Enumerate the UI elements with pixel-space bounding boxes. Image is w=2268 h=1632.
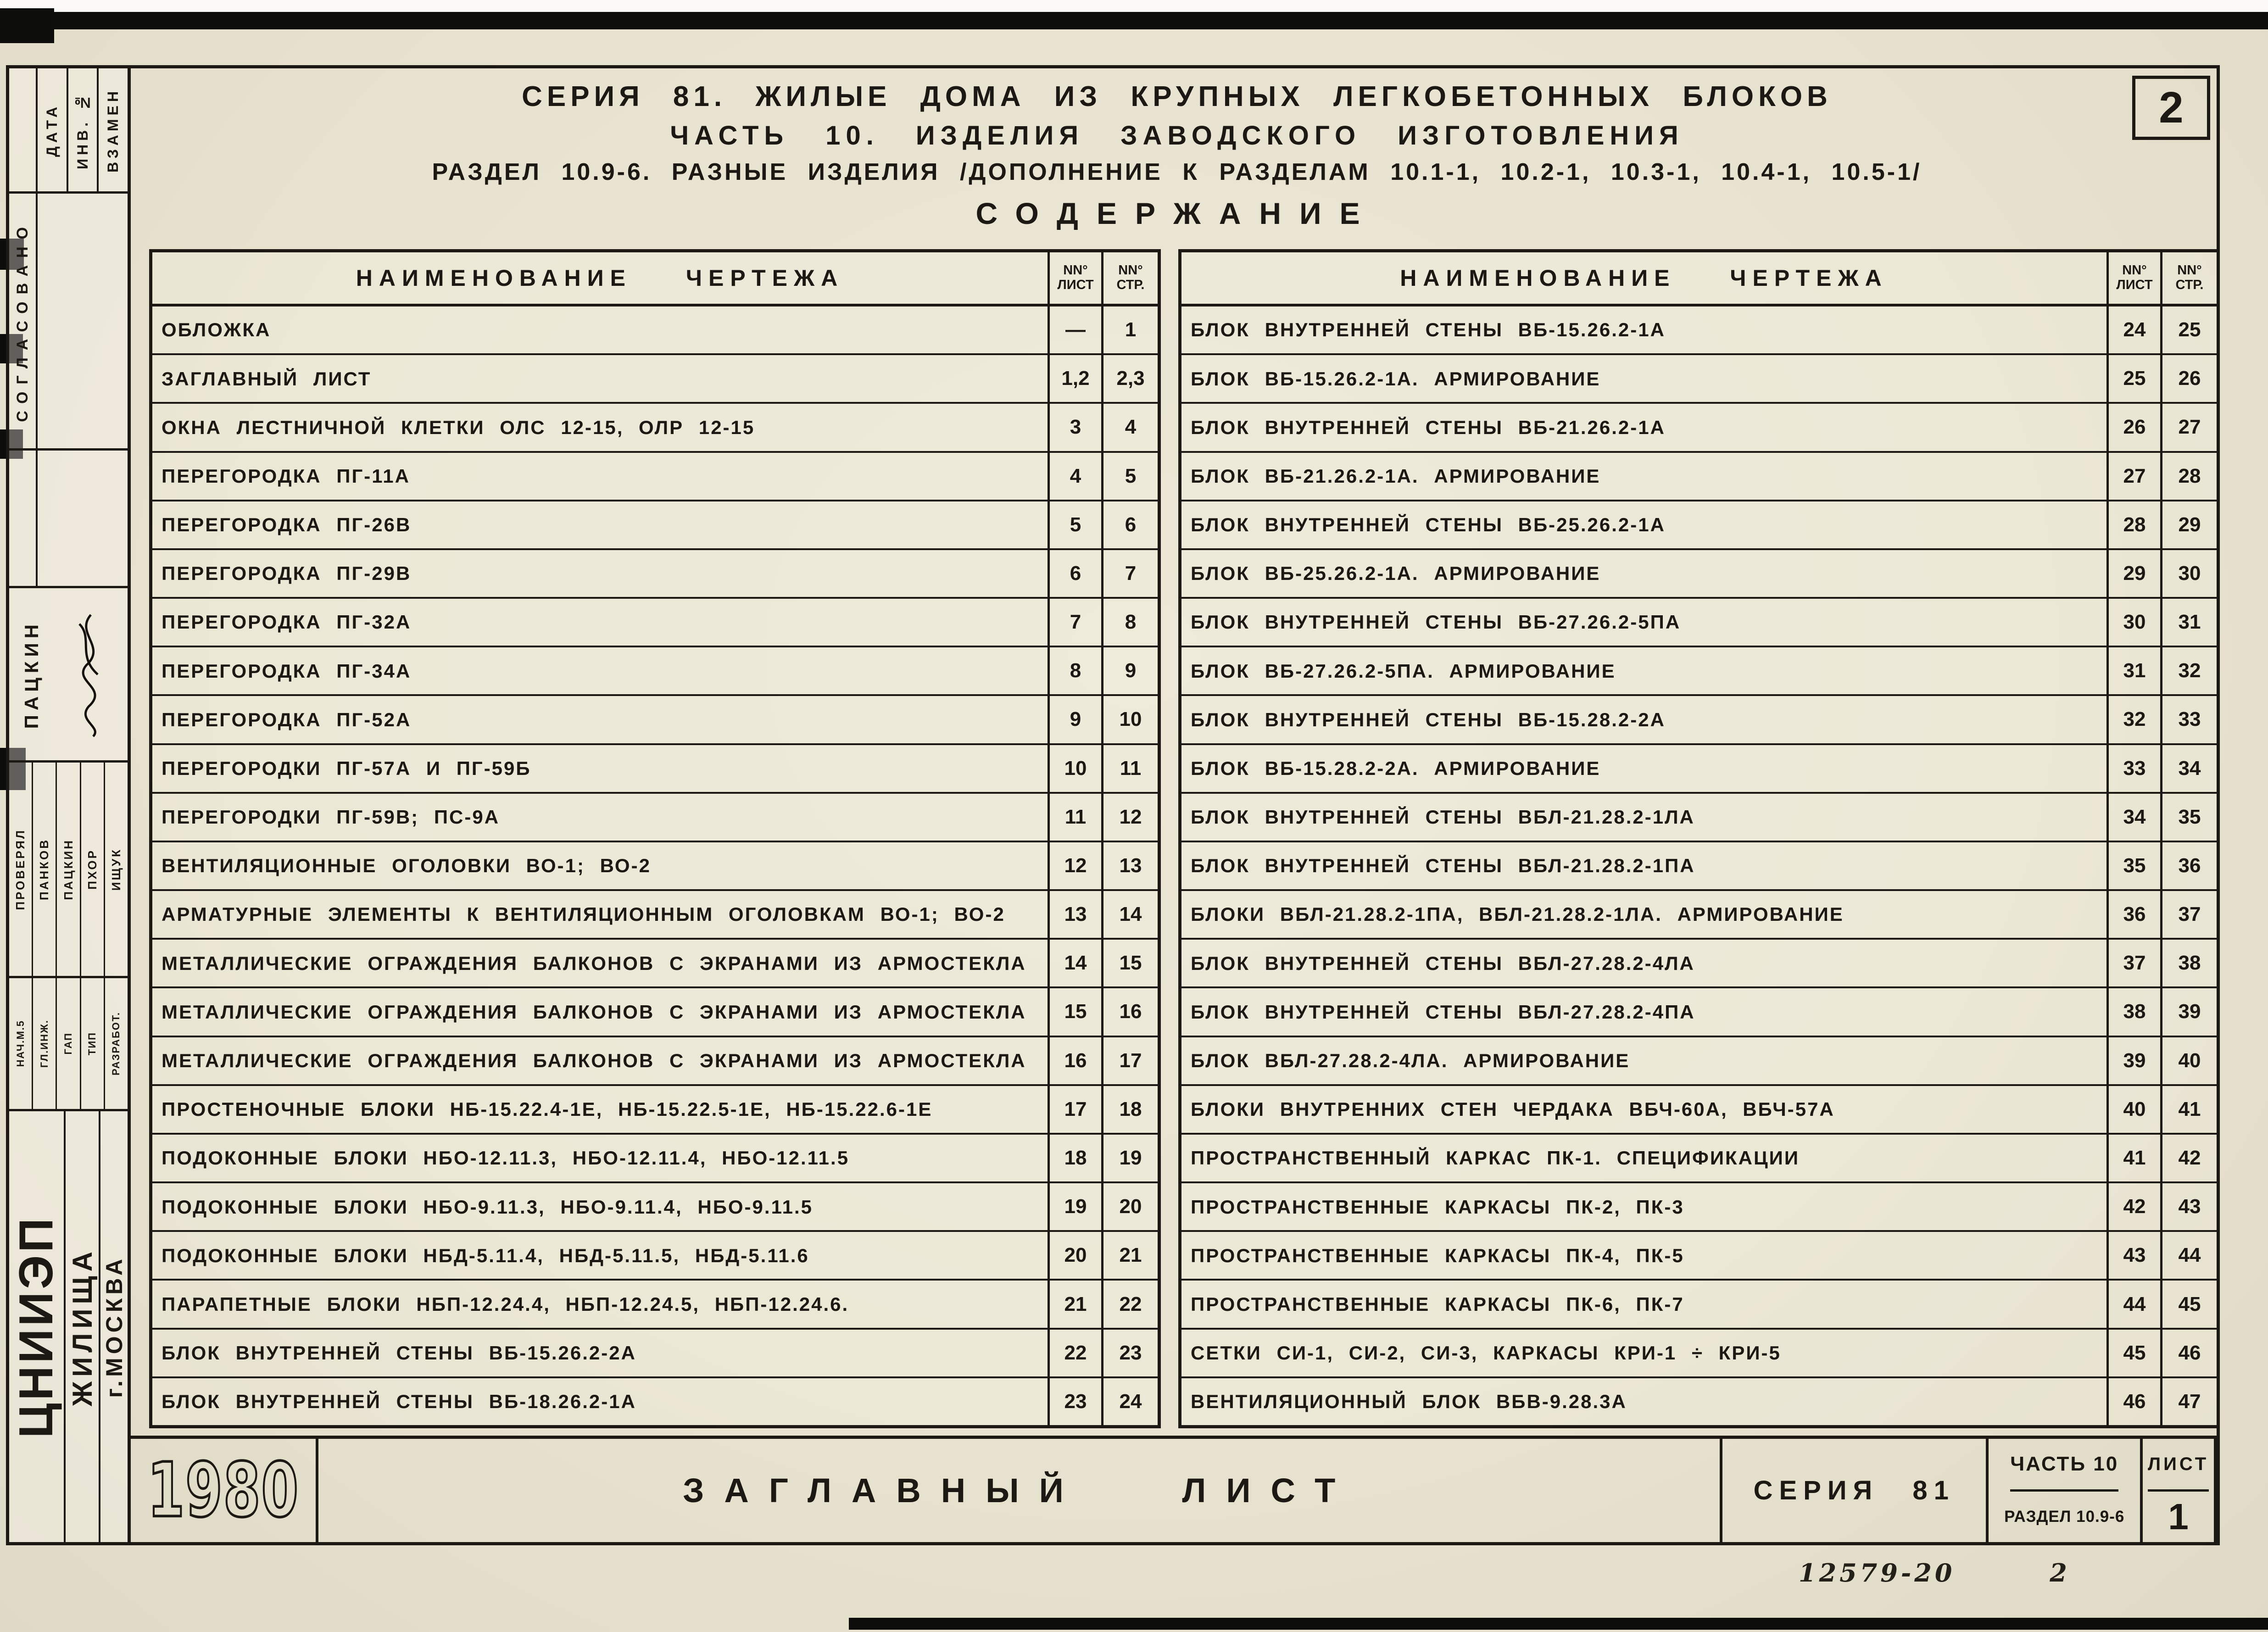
org-city: г.МОСКВА — [101, 1255, 127, 1398]
role-label: ГАП — [62, 1032, 74, 1055]
table-row — [152, 1230, 1158, 1279]
page-number: 39 — [2160, 988, 2217, 1035]
sheet-number: 40 — [2106, 1086, 2160, 1133]
stamp-label-inv: ИНВ. № — [74, 90, 91, 169]
page-number: 24 — [1101, 1378, 1158, 1425]
sheet-number-cell — [2143, 1439, 2217, 1542]
page-number: 29 — [2160, 501, 2217, 548]
sheet-header — [131, 68, 2223, 248]
sheet-number: 36 — [2106, 891, 2160, 938]
table-row — [152, 841, 1158, 889]
page-number: 6 — [1101, 501, 1158, 548]
contents-title: СОДЕРЖАНИЕ — [975, 196, 1378, 230]
header-section-line: РАЗДЕЛ 10.9-6. РАЗНЫЕ ИЗДЕЛИЯ /ДОПОЛНЕНИЕ К РАЗДЕЛАМ 10.1-1, 10.2-1, 10.3-1, 10.4-1, 10.5-1/ — [432, 159, 1922, 185]
sheet-number: 33 — [2106, 745, 2160, 792]
sheet-number: 22 — [1048, 1330, 1101, 1376]
table-row — [1181, 841, 2217, 889]
drawing-name: ПОДОКОННЫЕ БЛОКИ НБД-5.11.4, НБД-5.11.5, НБД-5.11.6 — [162, 1244, 809, 1266]
signer-cell — [9, 763, 33, 976]
page-number: 13 — [1101, 842, 1158, 889]
stamp-top-section — [9, 68, 128, 191]
table-row — [152, 353, 1158, 402]
drawing-name: БЛОК ВНУТРЕННЕЙ СТЕНЫ ВБ-25.26.2-1А — [1191, 514, 1666, 536]
stamp-label-data: ДАТА — [43, 103, 60, 157]
contents-table-left — [149, 249, 1161, 1428]
sheet-title-cell — [318, 1439, 1722, 1542]
role-cell — [9, 978, 33, 1109]
column-header-name: НАИМЕНОВАНИЕ ЧЕРТЕЖА — [356, 265, 844, 291]
drawing-name: БЛОК ВБ-15.26.2-1А. АРМИРОВАНИЕ — [1191, 368, 1601, 390]
page-number: 16 — [1101, 988, 1158, 1035]
page-number: 25 — [2160, 306, 2217, 353]
sheet-number: 38 — [2106, 988, 2160, 1035]
sheet-number: 16 — [1048, 1037, 1101, 1084]
sheet-number: 24 — [2106, 306, 2160, 353]
stamp-cell-vzamen — [99, 68, 128, 191]
table-row — [152, 548, 1158, 597]
scan-edge-white — [0, 0, 2268, 12]
drawing-name: БЛОК ВНУТРЕННЕЙ СТЕНЫ ВБ-15.26.2-1А — [1191, 319, 1666, 341]
drawing-name: БЛОК ВБЛ-27.28.2-4ЛА. АРМИРОВАНИЕ — [1191, 1049, 1630, 1071]
table-row — [152, 792, 1158, 841]
blank-strip — [9, 451, 38, 586]
table-row — [152, 1181, 1158, 1230]
sheet-number: 20 — [1048, 1232, 1101, 1279]
sheet-number: 30 — [2106, 599, 2160, 646]
sheet-number: 23 — [1048, 1378, 1101, 1425]
year-cell — [131, 1439, 318, 1542]
header-part-line: ЧАСТЬ 10. ИЗДЕЛИЯ ЗАВОДСКОГО ИЗГОТОВЛЕНИЯ — [670, 121, 1684, 150]
stamp-signers-section — [9, 760, 128, 976]
sheet-number: 28 — [2106, 501, 2160, 548]
sheet-label: ЛИСТ — [2148, 1439, 2209, 1492]
signer-name: ИЩУК — [109, 847, 123, 891]
scan-mark — [0, 8, 54, 43]
table-header-row — [152, 252, 1158, 306]
sheet-number: 42 — [2106, 1183, 2160, 1230]
table-row — [152, 597, 1158, 646]
drawing-name: ПЕРЕГОРОДКИ ПГ-59В; ПС-9А — [162, 806, 500, 828]
table-row — [1181, 306, 2217, 353]
page-number: 17 — [1101, 1037, 1158, 1084]
page-number: 41 — [2160, 1086, 2217, 1133]
signer-name: ПАЦКИН — [61, 838, 75, 900]
page-number: 34 — [2160, 745, 2217, 792]
drawing-name: ПЕРЕГОРОДКА ПГ-32А — [162, 611, 412, 633]
page-number: 46 — [2160, 1330, 2217, 1376]
drawing-name: ОБЛОЖКА — [162, 319, 271, 341]
table-row — [1181, 792, 2217, 841]
table-row — [152, 1328, 1158, 1376]
sheet-number: 43 — [2106, 1232, 2160, 1279]
sheet-header-top: NN° — [2122, 263, 2147, 278]
drawing-name: ПОДОКОННЫЕ БЛОКИ НБО-9.11.3, НБО-9.11.4, НБО-9.11.5 — [162, 1196, 813, 1218]
page-number: 45 — [2160, 1281, 2217, 1327]
stamp-org-section — [9, 1109, 128, 1542]
table-row — [1181, 1230, 2217, 1279]
sheet-number: 9 — [1048, 696, 1101, 743]
drawing-name: ВЕНТИЛЯЦИОННЫЙ БЛОК ВБВ-9.28.3А — [1191, 1391, 1627, 1413]
agreed-strip — [9, 194, 38, 448]
table-row — [152, 1036, 1158, 1084]
stamp-column — [9, 68, 131, 1542]
sheet-number: 19 — [1048, 1183, 1101, 1230]
drawing-name: БЛОК ВНУТРЕННЕЙ СТЕНЫ ВБ-15.28.2-2А — [1191, 708, 1666, 730]
drawing-name: СЕТКИ СИ-1, СИ-2, СИ-3, КАРКАСЫ КРИ-1 ÷ КРИ-5 — [1191, 1342, 1781, 1364]
sheet-number: 6 — [1048, 550, 1101, 597]
drawing-name: БЛОК ВБ-27.26.2-5ПА. АРМИРОВАНИЕ — [1191, 660, 1616, 682]
sheet-number: 5 — [1048, 501, 1101, 548]
signer-cell — [33, 763, 57, 976]
table-row — [152, 402, 1158, 451]
page-number: 22 — [1101, 1281, 1158, 1327]
page-number: 44 — [2160, 1232, 2217, 1279]
drawing-name: ОКНА ЛЕСТНИЧНОЙ КЛЕТКИ ОЛС 12-15, ОЛР 12-15 — [162, 416, 755, 438]
table-row — [152, 500, 1158, 548]
page-number: 37 — [2160, 891, 2217, 938]
page-number: 20 — [1101, 1183, 1158, 1230]
page-header-top: NN° — [1118, 263, 1143, 278]
role-cell — [57, 978, 81, 1109]
table-row — [1181, 451, 2217, 500]
signer-name: ПХОР — [85, 849, 99, 890]
drawing-name: ПРОСТРАНСТВЕННЫЕ КАРКАСЫ ПК-4, ПК-5 — [1191, 1244, 1684, 1266]
sheet-number: 15 — [1048, 988, 1101, 1035]
table-row — [1181, 646, 2217, 694]
page-header-top: NN° — [2177, 263, 2202, 278]
sheet-number: 11 — [1048, 794, 1101, 841]
sheet-number: 34 — [2106, 794, 2160, 841]
sheet-header-bottom: ЛИСТ — [2116, 278, 2153, 292]
role-label: РАЗРАБОТ. — [110, 1011, 122, 1076]
column-header-sheet — [1048, 252, 1101, 304]
sheet-number: 37 — [2106, 940, 2160, 986]
page-number: 11 — [1101, 745, 1158, 792]
drawing-name: БЛОК ВБ-25.26.2-1А. АРМИРОВАНИЕ — [1191, 563, 1601, 585]
drawing-name: ПРОСТРАНСТВЕННЫЙ КАРКАС ПК-1. СПЕЦИФИКАЦИИ — [1191, 1147, 1800, 1169]
page-number: 12 — [1101, 794, 1158, 841]
column-header-page — [2160, 252, 2217, 304]
page-number: 28 — [2160, 453, 2217, 500]
table-body-right — [1181, 306, 2217, 1425]
page-number: 32 — [2160, 647, 2217, 694]
page-number: 18 — [1101, 1086, 1158, 1133]
page-number: 10 — [1101, 696, 1158, 743]
page-number: 15 — [1101, 940, 1158, 986]
sheet-title: ЗАГЛАВНЫЙ ЛИСТ — [683, 1471, 1356, 1509]
table-row — [1181, 1084, 2217, 1133]
sheet-number: 10 — [1048, 745, 1101, 792]
table-row — [1181, 548, 2217, 597]
page-header-bottom: СТР. — [2175, 278, 2204, 292]
drawing-name: БЛОК ВНУТРЕННЕЙ СТЕНЫ ВБ-18.26.2-1А — [162, 1391, 636, 1413]
page-number: 33 — [2160, 696, 2217, 743]
sheet-number: 14 — [1048, 940, 1101, 986]
sheet-number: 25 — [2106, 355, 2160, 402]
drawing-name: БЛОКИ ВНУТРЕННИХ СТЕН ЧЕРДАКА ВБЧ-60А, ВБЧ-57А — [1191, 1098, 1835, 1120]
table-row — [1181, 597, 2217, 646]
page-number: 36 — [2160, 842, 2217, 889]
role-label: ТИП — [86, 1031, 98, 1056]
table-row — [152, 986, 1158, 1035]
drawing-name: МЕТАЛЛИЧЕСКИЕ ОГРАЖДЕНИЯ БАЛКОНОВ С ЭКРАНАМИ ИЗ АРМОСТЕКЛА — [162, 1001, 1026, 1023]
sheet-number: 39 — [2106, 1037, 2160, 1084]
sheet-number: 35 — [2106, 842, 2160, 889]
page-number: 40 — [2160, 1037, 2217, 1084]
table-row — [152, 306, 1158, 353]
table-row — [152, 694, 1158, 743]
drawing-name: ЗАГЛАВНЫЙ ЛИСТ — [162, 368, 372, 390]
table-row — [1181, 743, 2217, 792]
table-row — [152, 1279, 1158, 1327]
page-number: 5 — [1101, 453, 1158, 500]
table-row — [1181, 986, 2217, 1035]
org-name: ЦНИИЭП — [10, 1215, 63, 1438]
drawing-name: ПОДОКОННЫЕ БЛОКИ НБО-12.11.3, НБО-12.11.4, НБО-12.11.5 — [162, 1147, 850, 1169]
sheet-number: — — [1048, 306, 1101, 353]
page-number: 38 — [2160, 940, 2217, 986]
stamp-margin-strip — [9, 68, 38, 191]
drawing-name: БЛОК ВНУТРЕННЕЙ СТЕНЫ ВБЛ-21.28.2-1ПА — [1191, 855, 1695, 877]
signer-name: ПАНКОВ — [37, 838, 51, 901]
agreed-label: СОГЛАСОВАНО — [13, 220, 31, 422]
header-series-line: СЕРИЯ 81. ЖИЛЫЕ ДОМА ИЗ КРУПНЫХ ЛЕГКОБЕТОННЫХ БЛОКОВ — [522, 81, 1832, 112]
role-label: ГЛ.ИНЖ. — [38, 1019, 50, 1068]
page-number: 26 — [2160, 355, 2217, 402]
page-number: 19 — [1101, 1135, 1158, 1181]
table-row — [1181, 694, 2217, 743]
table-row — [152, 1133, 1158, 1181]
page-number: 30 — [2160, 550, 2217, 597]
sheet-header-top: NN° — [1063, 263, 1088, 278]
approver-name: ПАЦКИН — [21, 619, 42, 729]
sheet-number: 44 — [2106, 1281, 2160, 1327]
org-dept: ЖИЛИЩА — [67, 1247, 98, 1407]
drawing-name: ПЕРЕГОРОДКИ ПГ-57А И ПГ-59Б — [162, 757, 531, 779]
column-header-page — [1101, 252, 1158, 304]
table-row — [152, 938, 1158, 986]
sheet-number: 12 — [1048, 842, 1101, 889]
org-name-cell — [9, 1111, 66, 1542]
drawing-name: БЛОКИ ВБЛ-21.28.2-1ПА, ВБЛ-21.28.2-1ЛА. АРМИРОВАНИЕ — [1191, 903, 1844, 925]
sheet-number: 8 — [1048, 647, 1101, 694]
table-row — [1181, 353, 2217, 402]
column-header-sheet — [2106, 252, 2160, 304]
sheet-header-bottom: ЛИСТ — [1057, 278, 1094, 292]
drawing-name: ПРОСТРАНСТВЕННЫЕ КАРКАСЫ ПК-6, ПК-7 — [1191, 1293, 1684, 1315]
stamp-agreed-section — [9, 191, 128, 448]
signature-mark — [66, 606, 116, 743]
scan-edge-bar — [0, 12, 2268, 29]
page-number: 9 — [1101, 647, 1158, 694]
page-number: 14 — [1101, 891, 1158, 938]
part-label: ЧАСТЬ 10 — [2010, 1439, 2118, 1492]
page-number: 1 — [1101, 306, 1158, 353]
drawing-name: АРМАТУРНЫЕ ЭЛЕМЕНТЫ К ВЕНТИЛЯЦИОННЫМ ОГОЛОВКАМ ВО-1; ВО-2 — [162, 903, 1005, 925]
role-cell — [33, 978, 57, 1109]
section-label: РАЗДЕЛ 10.9-6 — [2004, 1508, 2125, 1526]
sheet-number: 26 — [2106, 404, 2160, 451]
sheet-number: 1,2 — [1048, 355, 1101, 402]
page-number-box — [2132, 76, 2210, 140]
table-body-left — [152, 306, 1158, 1425]
drawing-name: ПЕРЕГОРОДКА ПГ-34А — [162, 660, 412, 682]
table-row — [1181, 500, 2217, 548]
signer-name: ПРОВЕРЯЛ — [13, 828, 28, 910]
sheet-number: 4 — [1048, 453, 1101, 500]
sheet-number: 3 — [1048, 404, 1101, 451]
sheet-number: 46 — [2106, 1378, 2160, 1425]
drawing-name: ПАРАПЕТНЫЕ БЛОКИ НБП-12.24.4, НБП-12.24.5, НБП-12.24.6. — [162, 1293, 849, 1315]
sheet-number: 45 — [2106, 1330, 2160, 1376]
signer-cell — [81, 763, 105, 976]
sheet-number: 7 — [1048, 599, 1101, 646]
sheet-number: 32 — [2106, 696, 2160, 743]
table-row — [1181, 938, 2217, 986]
page-number: 43 — [2160, 1183, 2217, 1230]
table-row — [1181, 1328, 2217, 1376]
sheet-number: 41 — [2106, 1135, 2160, 1181]
sheet-number: 1 — [2168, 1496, 2189, 1537]
drawing-name: БЛОК ВНУТРЕННЕЙ СТЕНЫ ВБЛ-27.28.2-4ПА — [1191, 1001, 1695, 1023]
year-stamp: 1980 — [147, 1447, 299, 1534]
contents-table-right — [1178, 249, 2220, 1428]
table-row — [152, 743, 1158, 792]
table-row — [1181, 889, 2217, 938]
table-row — [1181, 1376, 2217, 1425]
table-row — [1181, 1181, 2217, 1230]
table-row — [1181, 1133, 2217, 1181]
drawing-name: ПЕРЕГОРОДКА ПГ-11А — [162, 465, 410, 487]
sheet-number: 21 — [1048, 1281, 1101, 1327]
sheet-number: 27 — [2106, 453, 2160, 500]
drawing-name: БЛОК ВНУТРЕННЕЙ СТЕНЫ ВБЛ-27.28.2-4ЛА — [1191, 952, 1695, 974]
signer-cell — [105, 763, 128, 976]
table-row — [152, 451, 1158, 500]
page-number: 27 — [2160, 404, 2217, 451]
column-header-name: НАИМЕНОВАНИЕ ЧЕРТЕЖА — [1400, 265, 1888, 291]
table-row — [1181, 1036, 2217, 1084]
stamp-cell-inv — [68, 68, 99, 191]
drawing-name: БЛОК ВБ-15.28.2-2А. АРМИРОВАНИЕ — [1191, 757, 1601, 779]
page-number: 8 — [1101, 599, 1158, 646]
drawing-name: БЛОК ВНУТРЕННЕЙ СТЕНЫ ВБЛ-21.28.2-1ЛА — [1191, 806, 1695, 828]
drawing-name: БЛОК ВНУТРЕННЕЙ СТЕНЫ ВБ-21.26.2-1А — [1191, 416, 1666, 438]
drawing-frame — [6, 65, 2220, 1545]
org-city-cell — [100, 1111, 128, 1542]
stamp-roles-section — [9, 976, 128, 1109]
page-number: 47 — [2160, 1378, 2217, 1425]
page-number: 7 — [1101, 550, 1158, 597]
handwritten-note — [1799, 1558, 2070, 1587]
drawing-name: МЕТАЛЛИЧЕСКИЕ ОГРАЖДЕНИЯ БАЛКОНОВ С ЭКРАНАМИ ИЗ АРМОСТЕКЛА — [162, 952, 1026, 974]
drawing-name: БЛОК ВБ-21.26.2-1А. АРМИРОВАНИЕ — [1191, 465, 1601, 487]
page-number: 2,3 — [1101, 355, 1158, 402]
table-row — [152, 1084, 1158, 1133]
page-number: 21 — [1101, 1232, 1158, 1279]
drawing-name: ВЕНТИЛЯЦИОННЫЕ ОГОЛОВКИ ВО-1; ВО-2 — [162, 855, 651, 877]
sheet-number: 18 — [1048, 1135, 1101, 1181]
role-cell — [105, 978, 128, 1109]
check-mark: 2 — [2050, 1558, 2070, 1587]
page-number: 31 — [2160, 599, 2217, 646]
document-code: 12579-20 — [1799, 1558, 1956, 1587]
drawing-name: БЛОК ВНУТРЕННЕЙ СТЕНЫ ВБ-15.26.2-2А — [162, 1342, 636, 1364]
drawing-name: ПЕРЕГОРОДКА ПГ-52А — [162, 708, 412, 730]
table-row — [1181, 1279, 2217, 1327]
agreed-blank — [38, 194, 128, 448]
title-block — [131, 1436, 2217, 1542]
table-row — [152, 646, 1158, 694]
page-number: 4 — [1101, 404, 1158, 451]
part-section-cell — [1989, 1439, 2143, 1542]
sheet-number: 29 — [2106, 550, 2160, 597]
sheet-number: 17 — [1048, 1086, 1101, 1133]
scan-edge-bar-bottom — [849, 1618, 2268, 1630]
page-number: 2 — [2159, 83, 2184, 132]
role-label: НАЧ.М.5 — [14, 1020, 26, 1067]
blank-cell — [38, 451, 128, 586]
sheet-number: 31 — [2106, 647, 2160, 694]
page-number: 42 — [2160, 1135, 2217, 1181]
stamp-cell-data — [38, 68, 68, 191]
role-cell — [81, 978, 105, 1109]
drawing-name: ПЕРЕГОРОДКА ПГ-29В — [162, 563, 412, 585]
stamp-label-vzamen: ВЗАМЕН — [105, 87, 122, 173]
stamp-blank-section — [9, 448, 128, 586]
series-label: СЕРИЯ 81 — [1753, 1476, 1955, 1505]
sheet-number: 13 — [1048, 891, 1101, 938]
series-cell — [1722, 1439, 1989, 1542]
page-number: 23 — [1101, 1330, 1158, 1376]
drawing-name: ПЕРЕГОРОДКА ПГ-26В — [162, 514, 412, 536]
signer-cell — [57, 763, 81, 976]
table-row — [152, 1376, 1158, 1425]
drawing-name: МЕТАЛЛИЧЕСКИЕ ОГРАЖДЕНИЯ БАЛКОНОВ С ЭКРАНАМИ ИЗ АРМОСТЕКЛА — [162, 1049, 1026, 1071]
drawing-name: ПРОСТРАНСТВЕННЫЕ КАРКАСЫ ПК-2, ПК-3 — [1191, 1196, 1684, 1218]
drawing-name: БЛОК ВНУТРЕННЕЙ СТЕНЫ ВБ-27.26.2-5ПА — [1191, 611, 1681, 633]
org-dept-cell — [66, 1111, 100, 1542]
drawing-name: ПРОСТЕНОЧНЫЕ БЛОКИ НБ-15.22.4-1Е, НБ-15.22.5-1Е, НБ-15.22.6-1Е — [162, 1098, 933, 1120]
table-row — [1181, 402, 2217, 451]
page-header-bottom: СТР. — [1116, 278, 1145, 292]
table-row — [152, 889, 1158, 938]
table-header-row — [1181, 252, 2217, 306]
stamp-approver-section — [9, 586, 128, 760]
page-number: 35 — [2160, 794, 2217, 841]
